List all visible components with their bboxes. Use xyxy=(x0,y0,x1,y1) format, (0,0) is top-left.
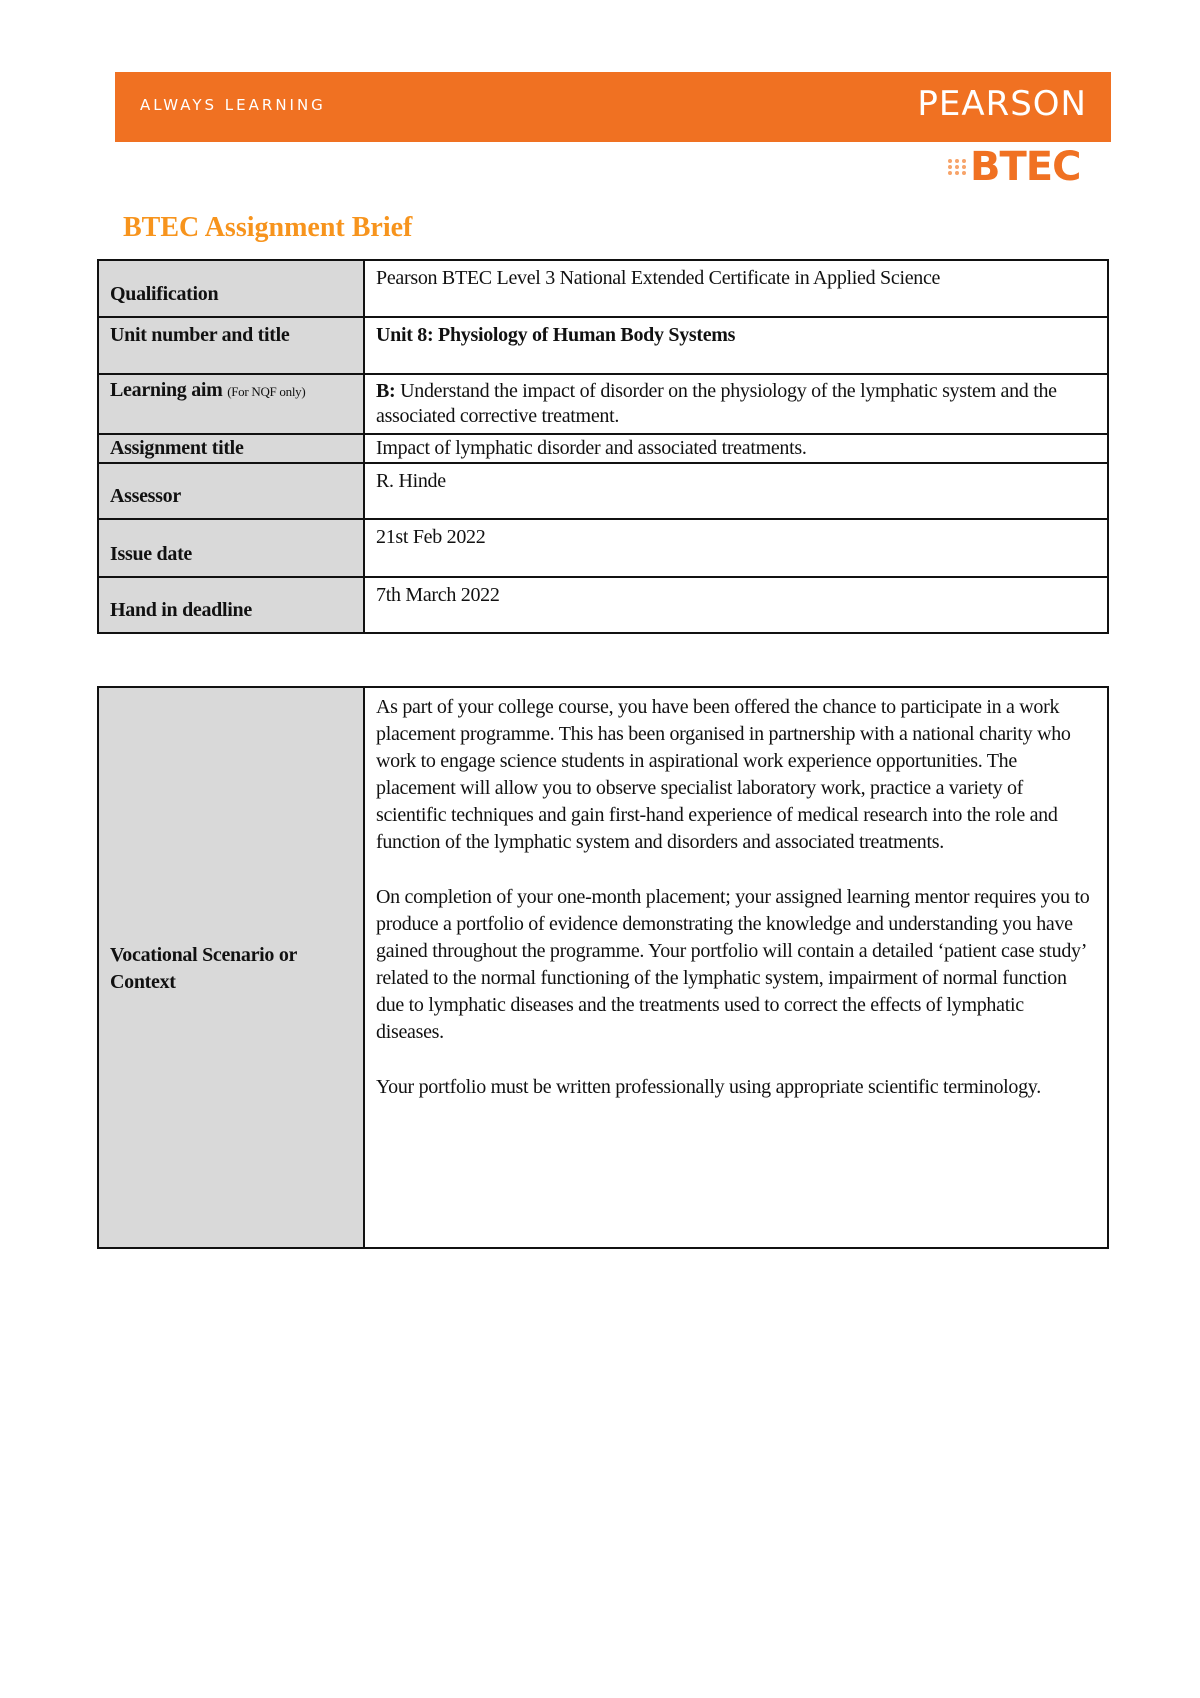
deadline-value: 7th March 2022 xyxy=(364,577,1108,633)
issue-date-value: 21st Feb 2022 xyxy=(364,519,1108,577)
learning-aim-text: Understand the impact of disorder on the physiology of the lymphatic system and the associated corrective treatment. xyxy=(376,380,1057,427)
table-row xyxy=(98,317,1108,374)
learning-aim-prefix: B: xyxy=(376,380,396,402)
btec-logo-text: BTEC xyxy=(970,144,1081,190)
scenario-table xyxy=(97,686,1109,1249)
table-row xyxy=(98,519,1108,577)
table-row xyxy=(98,374,1108,434)
assessor-label: Assessor xyxy=(98,463,364,519)
scenario-paragraph: Your portfolio must be written professionally using appropriate scientific terminology. xyxy=(376,1076,1041,1098)
scenario-paragraph: As part of your college course, you have been offered the chance to participate in a work placement programme. This has been organised in partnership with a national charity who work to engage science students in aspirational work experience opportunities. The placement will allow you to observe specialist laboratory work, practice a variety of scientific techniques and gain first-hand experience of medical research into the role and function of the lymphatic system and disorders and associated treatments. xyxy=(376,696,1071,853)
btec-logo xyxy=(948,144,1080,190)
table-row xyxy=(98,577,1108,633)
assignment-title-label: Assignment title xyxy=(98,434,364,463)
scenario-paragraph: On completion of your one-month placement; your assigned learning mentor requires you to produce a portfolio of evidence demonstrating the knowledge and understanding you have gained throughout the programme. Your portfolio will contain a detailed ‘patient case study’ related to the normal functioning of the lymphatic system, impairment of normal function due to lymphatic diseases and the treatments used to correct the effects of lymphatic diseases. xyxy=(376,886,1090,1043)
scenario-label: Vocational Scenario or Context xyxy=(98,687,364,1248)
table-row xyxy=(98,260,1108,317)
qualification-label: Qualification xyxy=(98,260,364,317)
pearson-logo: PEARSON xyxy=(917,84,1087,124)
tagline: ALWAYS LEARNING xyxy=(140,96,326,114)
scenario-text xyxy=(364,687,1108,1248)
table-row xyxy=(98,434,1108,463)
dots-icon xyxy=(948,159,967,175)
deadline-label: Hand in deadline xyxy=(98,577,364,633)
learning-aim-note: (For NQF only) xyxy=(227,384,306,399)
issue-date-label: Issue date xyxy=(98,519,364,577)
learning-aim-label-text: Learning aim xyxy=(110,379,223,401)
learning-aim-value xyxy=(364,374,1108,434)
table-row xyxy=(98,463,1108,519)
header-banner xyxy=(115,72,1111,142)
assessor-value: R. Hinde xyxy=(364,463,1108,519)
page-title: BTEC Assignment Brief xyxy=(123,212,413,243)
unit-value: Unit 8: Physiology of Human Body Systems xyxy=(364,317,1108,374)
unit-label: Unit number and title xyxy=(98,317,364,374)
qualification-value: Pearson BTEC Level 3 National Extended Certificate in Applied Science xyxy=(364,260,1108,317)
assignment-title-value: Impact of lymphatic disorder and associated treatments. xyxy=(364,434,1108,463)
assignment-details-table xyxy=(97,259,1109,634)
learning-aim-label xyxy=(98,374,364,434)
table-row xyxy=(98,687,1108,1248)
